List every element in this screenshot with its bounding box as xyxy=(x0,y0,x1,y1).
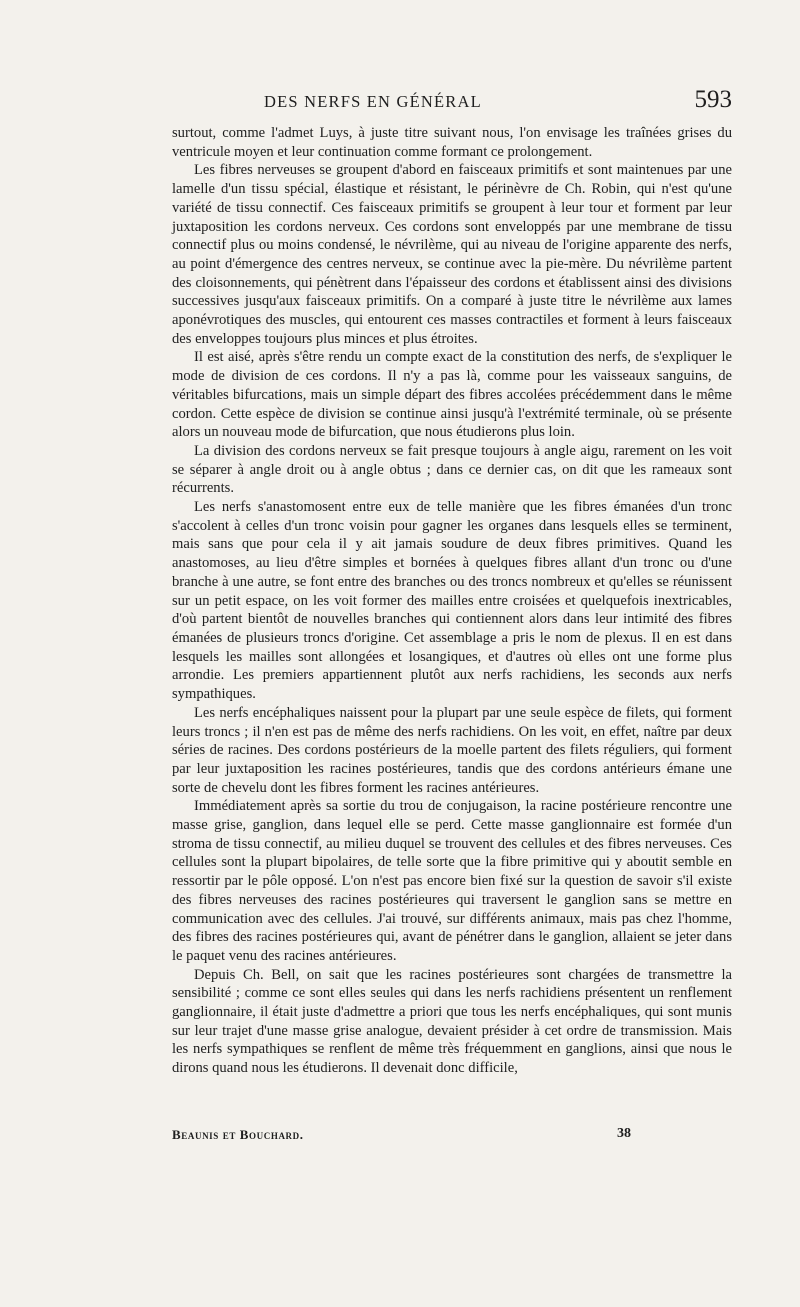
paragraph: Il est aisé, après s'être rendu un compte exact de la constitution des nerfs, de s'expliquer le mode de division de ces cordons. Il n'y a pas là, comme pour les vaisseaux sanguins, de véritables bifurcations, mais un simple départ des fibres accolées précédemment dans le même cordon. Cette espèce de division se continue ainsi jusqu'à l'extrémité terminale, où se présente alors un nouveau mode de bifurcation, que nous étudierons plus loin. xyxy=(172,349,732,441)
paragraph: surtout, comme l'admet Luys, à juste titre suivant nous, l'on envisage les traînées grises du ventricule moyen et leur continuation comme formant ce prolongement. xyxy=(172,125,732,160)
author-signature: Beaunis et Bouchard. xyxy=(172,1127,304,1142)
paragraph: Les nerfs s'anastomosent entre eux de telle manière que les fibres émanées d'un tronc s'accolent à celles d'un tronc voisin pour gagner les organes dans lesquels elles se terminent, mais sans que pour cela il y ait jamais soudure de deux fibres primitives. Quand les anastomoses, au lieu d'être simples et bornées à quelques fibres allant d'un tronc ou d'une branche à une autre, se font entre des branches ou des troncs nombreux et qu'elles se réunissent sur un petit espace, on les voit former des mailles entre croisées et quelquefois inextricables, d'où partent bientôt de nouvelles branches qui contiennent alors dans leur intimité des fibres émanées de plusieurs troncs d'origine. Cet assemblage a pris le nom de plexus. Il en est dans lesquels les mailles sont allongées et losangiques, et d'autres où elles ont une forme plus arrondie. Les premiers appartiennent plutôt aux nerfs rachidiens, les seconds aux nerfs sympathiques. xyxy=(172,499,732,703)
body-text xyxy=(172,124,732,1078)
paragraph: Immédiatement après sa sortie du trou de conjugaison, la racine postérieure rencontre une masse grise, ganglion, dans lequel elle se perd. Cette masse ganglionnaire est formée d'un stroma de tissu connectif, au milieu duquel se trouvent des cellules et des fibres nerveuses. Ces cellules sont la plupart bipolaires, de telle sorte que la fibre primitive qui y aboutit semble en ressortir par le pôle opposé. L'on n'est pas encore bien fixé sur la question de savoir s'il existe des fibres nerveuses des racines postérieures qui traversent le ganglion sans se mettre en communication avec des cellules. J'ai trouvé, sur différents animaux, mais pas chez l'homme, des fibres des racines postérieures qui, avant de pénétrer dans le ganglion, allaient se jeter dans le paquet venu des racines antérieures. xyxy=(172,798,732,964)
page-header xyxy=(172,88,732,116)
page-footer xyxy=(172,1127,732,1147)
sheet-number: 38 xyxy=(617,1126,631,1141)
paragraph: La division des cordons nerveux se fait presque toujours à angle aigu, rarement on les voit se séparer à angle droit ou à angle obtus ; dans ce dernier cas, on dit que les rameaux sont récurrents. xyxy=(172,442,732,497)
page-number: 593 xyxy=(694,86,732,113)
running-head: DES NERFS EN GÉNÉRAL xyxy=(264,92,482,111)
paragraph: Les fibres nerveuses se groupent d'abord en faisceaux primitifs et sont maintenues par une lamelle d'un tissu spécial, élastique et résistant, le périnèvre de Ch. Robin, qui n'est qu'une variété de tissu connectif. Ces faisceaux primitifs se groupent à leur tour et forment par leur juxtaposition les cordons nerveux. Ces cordons sont enveloppés par une membrane de tissu connectif plus ou moins condensé, le névrilème, qui au niveau de l'origine apparente des nerfs, au point d'émergence des centres nerveux, se continue avec la pie-mère. Du névrilème partent des cloisonnements, qui pénètrent dans l'épaisseur des cordons et établissent ainsi des divisions successives jusqu'aux faisceaux primitifs. On a comparé à juste titre le névrilème aux lames aponévrotiques des muscles, qui entourent ces masses contractiles et forment à leurs faisceaux des enveloppes toujours plus minces et plus étroites. xyxy=(172,162,732,347)
paragraph: Les nerfs encéphaliques naissent pour la plupart par une seule espèce de filets, qui forment leurs troncs ; il n'en est pas de même des nerfs rachidiens. On les voit, en effet, naître par deux séries de racines. Des cordons postérieurs de la moelle partent des filets réguliers, qui forment par leur juxtaposition les racines postérieures, tandis que des cordons antérieurs émane une sorte de chevelu dont les fibres forment les racines antérieures. xyxy=(172,704,732,796)
paragraph: Depuis Ch. Bell, on sait que les racines postérieures sont chargées de transmettre la sensibilité ; comme ce sont elles seules qui dans les nerfs rachidiens présentent un renflement ganglionnaire, il était juste d'admettre a priori que tous les nerfs encéphaliques, qui sont munis sur leur trajet d'une masse grise analogue, devaient présider à cet ordre de transmission. Mais les nerfs sympathiques se renflent de même très fréquemment en ganglions, ainsi que nous le dirons quand nous les étudierons. Il devenait donc difficile, xyxy=(172,966,732,1077)
